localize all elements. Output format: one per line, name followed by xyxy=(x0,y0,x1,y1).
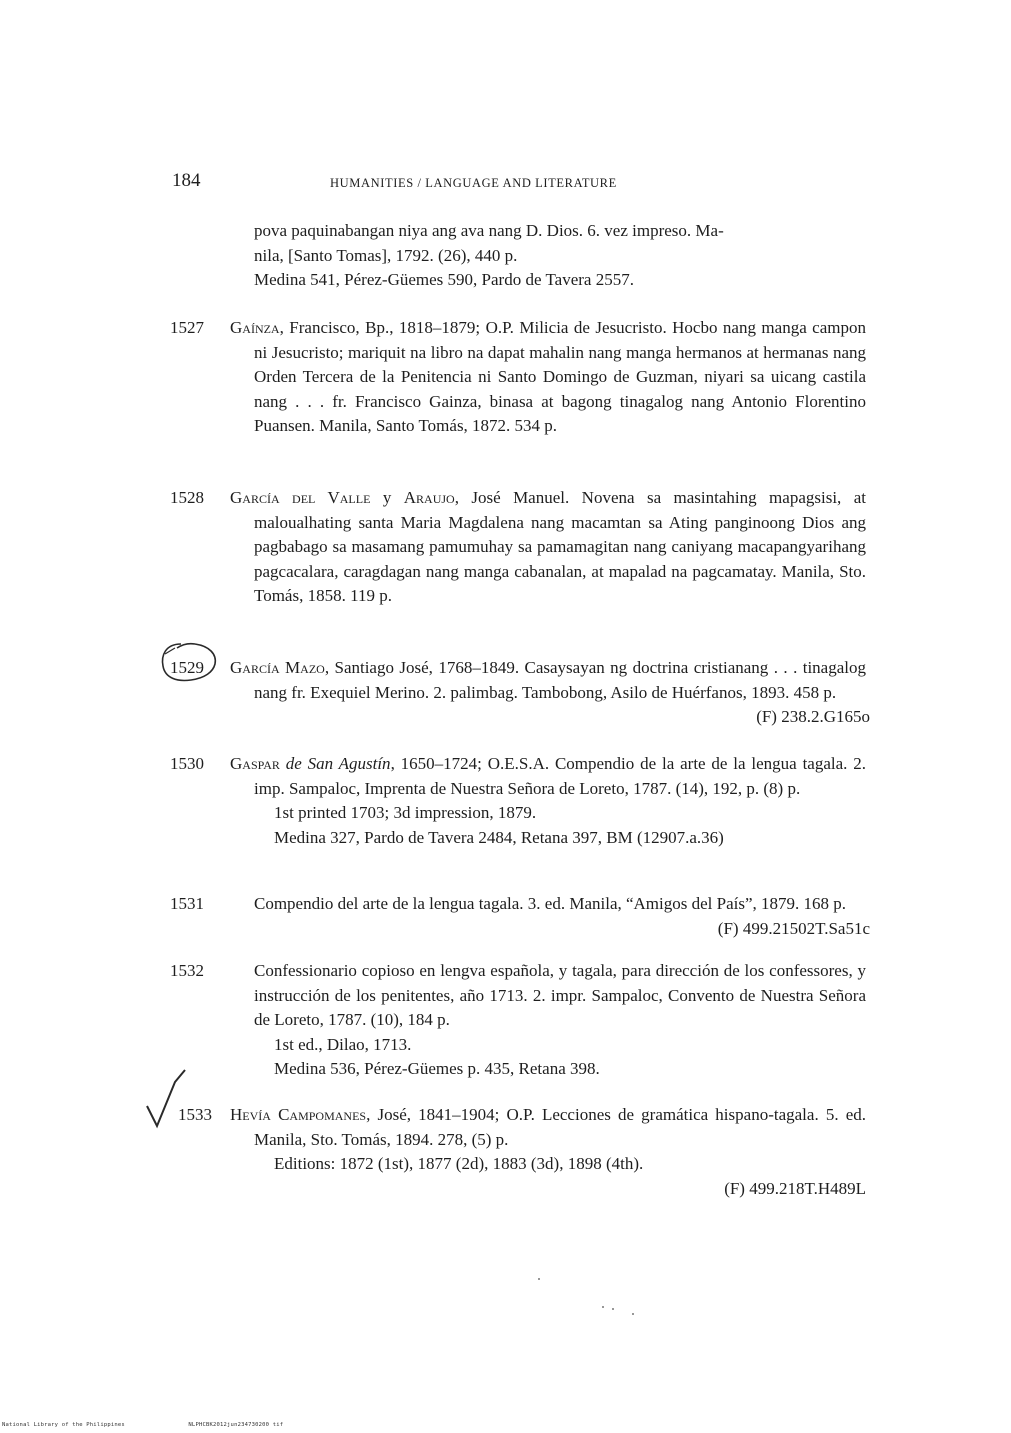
entry-author-join: y xyxy=(370,488,404,507)
continuation-entry xyxy=(170,219,870,293)
scan-speck xyxy=(612,1308,614,1310)
call-number-line xyxy=(254,1177,866,1202)
entry-author: García del Valle xyxy=(230,488,371,507)
bibliography-entry xyxy=(170,959,870,1082)
entry-note: Medina 327, Pardo de Tavera 2484, Retana 397, BM (12907.a.36) xyxy=(274,827,724,847)
entry-description: , 1650–1724; O.E.S.A. Compendio de la arte de la lengua tagala. 2. imp. Sampaloc, Imprenta de Nuestra Señora de Loreto, 1787. (14), 192, p. (8) p. xyxy=(254,754,866,798)
entry-description: , José Manuel. Novena sa masintahing mapagsisi, at maloualhating santa Maria Magdalena nang macamtan sa Ating panginoong Dios ang pagbabago sa masamang pamumuhay sa pamamagitan nang caniyang macapangyarihang pagcacalara, caragdagan nang manga cabanalan, at mapalad na pagcamatay. Manila, Sto. Tomás, 1858. 119 p. xyxy=(254,488,866,606)
page-header xyxy=(172,170,872,196)
bibliography-entry xyxy=(170,656,870,727)
entry-number: 1530 xyxy=(170,754,204,773)
entry-text xyxy=(230,752,866,801)
entry-text xyxy=(230,316,866,439)
entry-text: Confessionario copioso en lengva española, y tagala, para dirección de los confessores, y instrucción de los penitentes, año 1713. 2. impr. Sampaloc, Convento de Nuestra Señora de Loreto, 1787. (10), 184 p. xyxy=(254,961,866,1030)
continuation-line: nila, [Santo Tomas], 1792. (26), 440 p. xyxy=(254,245,518,265)
entry-number: 1533 xyxy=(178,1105,212,1124)
entry-description: , José, 1841–1904; O.P. Lecciones de gramática hispano-tagala. 5. ed. Manila, Sto. Tomás, 1894. 278, (5) p. xyxy=(254,1105,866,1149)
entry-text xyxy=(230,1103,866,1152)
call-number: (F) 238.2.G165o xyxy=(756,707,870,727)
entry-note: 1st printed 1703; 3d impression, 1879. xyxy=(274,803,537,823)
bibliography-entry xyxy=(170,752,870,850)
running-head: HUMANITIES / LANGUAGE AND LITERATURE xyxy=(330,176,617,190)
entry-number: 1532 xyxy=(170,961,204,980)
bibliography-entry xyxy=(170,1103,870,1201)
entry-number: 1529 xyxy=(170,658,204,677)
bibliography-entry xyxy=(170,892,870,938)
page-number: 184 xyxy=(172,170,201,191)
entry-author: Hevía Campomanes xyxy=(230,1105,367,1124)
scan-speck xyxy=(602,1306,604,1308)
entry-description: , Santiago José, 1768–1849. Casaysayan ng doctrina cristianang . . . tinagalog nang fr. Exequiel Merino. 2. palimbag. Tambobong, Asilo de Huérfanos, 1893. 458 p. xyxy=(254,658,867,702)
entry-number: 1531 xyxy=(170,894,204,913)
entry-author-second: Araujo xyxy=(403,488,455,507)
scan-speck xyxy=(538,1278,540,1280)
call-number: (F) 499.218T.H489L xyxy=(724,1178,866,1198)
entry-text: Compendio del arte de la lengua tagala. 3. ed. Manila, “Amigos del País”, 1879. 168 p. xyxy=(254,894,847,913)
entry-author: Gaínza xyxy=(230,318,280,337)
scan-footer xyxy=(2,1422,343,1428)
entry-author: García Mazo xyxy=(230,658,325,677)
footer-scan-id: NLPHCBK2012jun234730200 tif xyxy=(188,1422,284,1428)
entry-number: 1528 xyxy=(170,488,204,507)
entry-note: Medina 536, Pérez-Güemes p. 435, Retana 398. xyxy=(274,1059,600,1079)
entry-description: , Francisco, Bp., 1818–1879; O.P. Milicia de Jesucristo. Hocbo nang manga campon ni Jesucristo; mariquit na libro na dapat mahalin nang manga hermanos at hermanas nang Orden Tercera de la Penitencia ni Santo Domingo de Guzman, niyari sa uicang castila nang . . . fr. Francisco Gainza, binasa at bagong tinagalog nang Antonio Florentino Puansen. Manila, Santo Tomás, 1872. 534 p. xyxy=(254,318,866,436)
entry-note: 1st ed., Dilao, 1713. xyxy=(274,1034,412,1054)
handwritten-circle-icon xyxy=(151,638,223,690)
entry-text xyxy=(230,486,866,609)
bibliography-entry xyxy=(170,316,870,439)
continuation-line: pova paquinabangan niya ang ava nang D. Dios. 6. vez impreso. Ma- xyxy=(254,221,724,240)
scan-speck xyxy=(632,1313,634,1315)
entry-author: Gaspar xyxy=(230,754,280,773)
continuation-text xyxy=(254,219,866,268)
footer-library: National Library of the Philippines xyxy=(2,1422,125,1428)
call-number: (F) 499.21502T.Sa51c xyxy=(717,918,870,938)
handwritten-checkmark-icon xyxy=(145,1068,193,1130)
bibliography-entry xyxy=(170,486,870,609)
entry-number: 1527 xyxy=(170,318,204,337)
continuation-note: Medina 541, Pérez-Güemes 590, Pardo de Tavera 2557. xyxy=(254,270,634,290)
entry-text xyxy=(230,656,866,705)
entry-note: Editions: 1872 (1st), 1877 (2d), 1883 (3d), 1898 (4th). xyxy=(274,1154,644,1174)
entry-author-epithet: de San Agustín xyxy=(279,754,391,773)
